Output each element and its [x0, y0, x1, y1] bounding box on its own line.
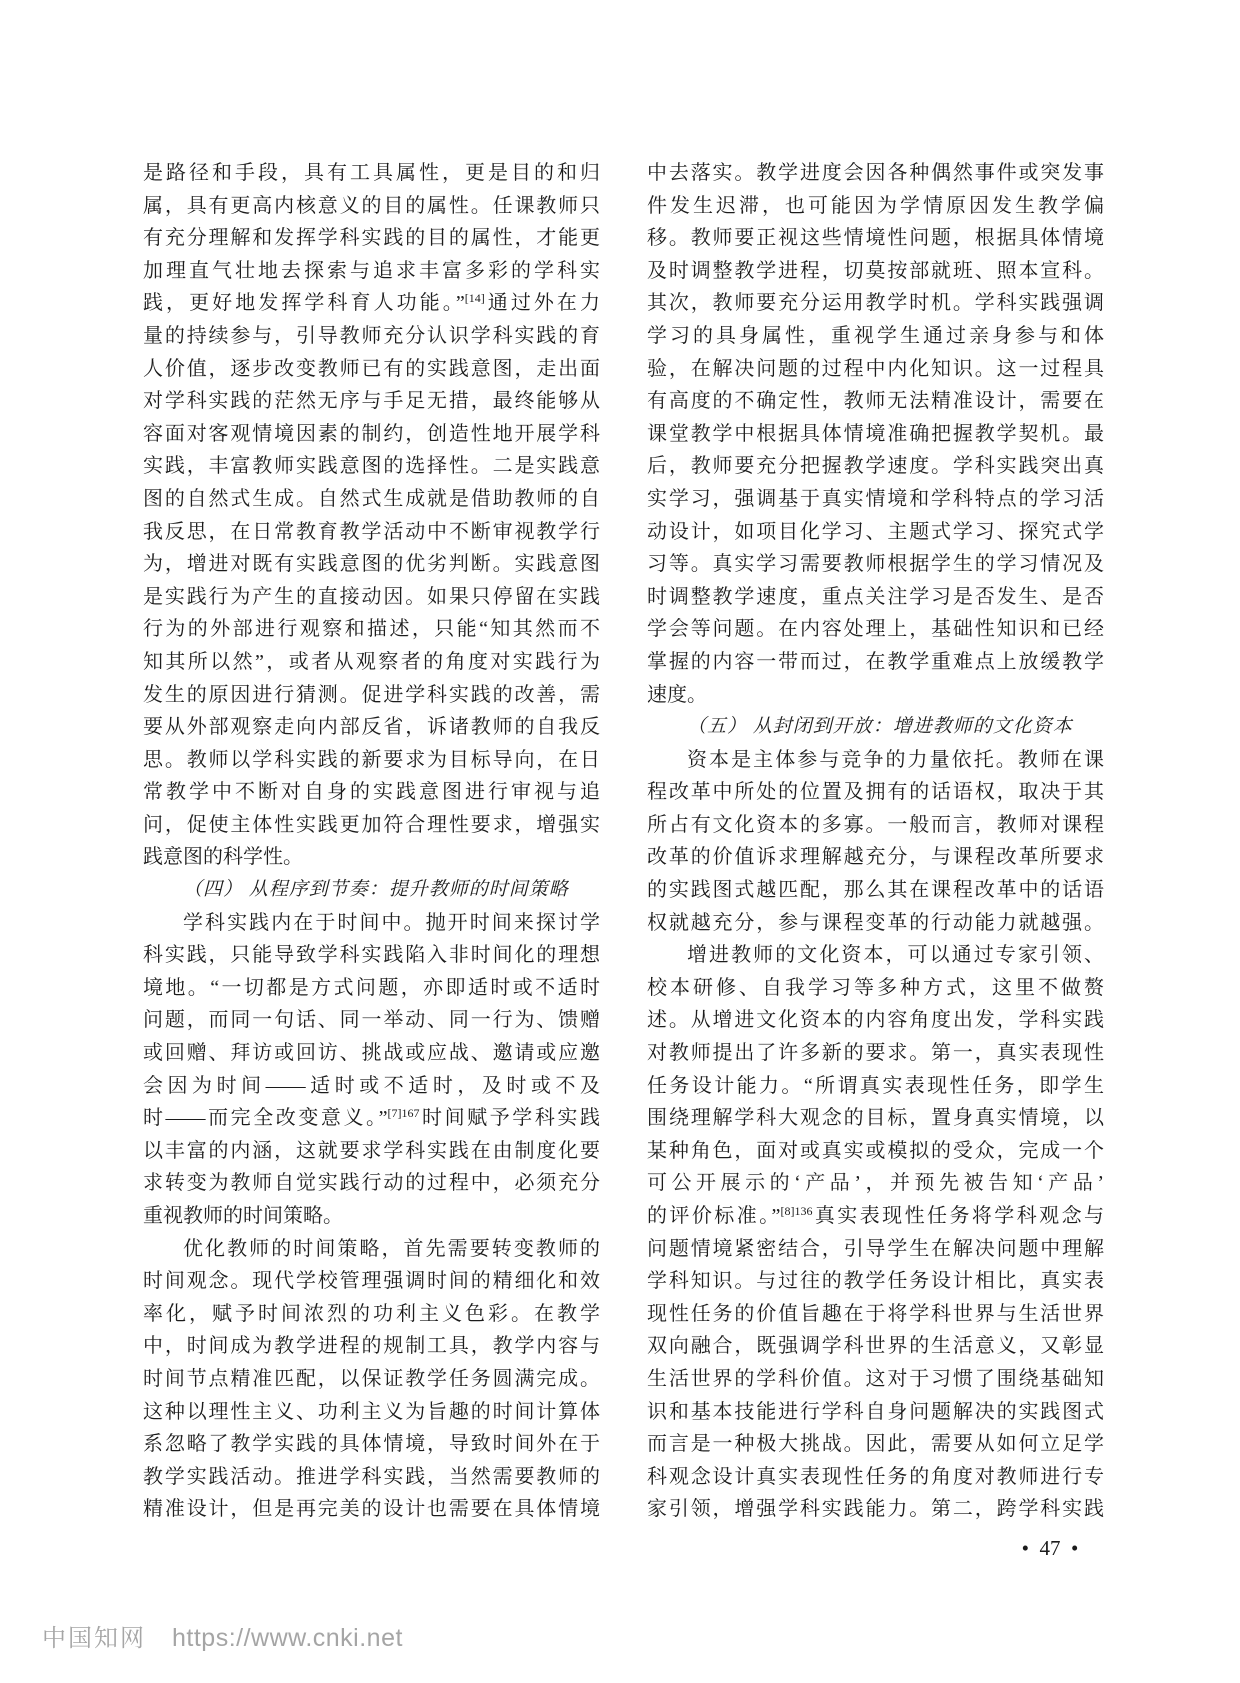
text-line: 会因为时间——适时或不适时，及时或不及 [143, 1074, 600, 1097]
text-line: 加理直气壮地去探索与追求丰富多彩的学科实 [143, 259, 600, 282]
text-column-left [143, 157, 600, 1526]
text-line: 学习的具身属性，重视学生通过亲身参与和体 [647, 324, 1104, 347]
text-line: 属，具有更高内核意义的目的属性。任课教师只 [143, 194, 600, 217]
text-line: 优化教师的时间策略，首先需要转变教师的 [183, 1237, 600, 1260]
text-line: 精准设计，但是再完美的设计也需要在具体情境 [143, 1498, 600, 1521]
text-line: 容面对客观情境因素的制约，创造性地开展学科 [143, 422, 600, 445]
text-line: 思。教师以学科实践的新要求为目标导向，在日 [143, 748, 600, 771]
text-line: 实学习，强调基于真实情境和学科特点的学习活 [647, 487, 1104, 510]
text-line: 教学实践活动。推进学科实践，当然需要教师的 [143, 1465, 600, 1488]
text-line: 求转变为教师自觉实践行动的过程中，必须充分 [143, 1172, 600, 1195]
cnki-logo-text: 中国知网 [42, 1625, 146, 1652]
text-line: 或回赠、拜访或回访、挑战或应战、邀请或应邀 [143, 1042, 600, 1065]
text-line: 科观念设计真实表现性任务的角度对教师进行专 [647, 1465, 1104, 1488]
text-line: 速度。 [647, 683, 707, 706]
text-line: 知其所以然”，或者从观察者的角度对实践行为 [143, 650, 600, 673]
text-line: 发生的原因进行猜测。促进学科实践的改善，需 [143, 683, 600, 706]
text-line: 移。教师要正视这些情境性问题，根据具体情境 [647, 227, 1104, 250]
text-line: 改革的价值诉求理解越充分，与课程改革所要求 [647, 846, 1104, 869]
citation-superscript: [8]136 [780, 1204, 813, 1218]
text-line: 以丰富的内涵，这就要求学科实践在由制度化要 [143, 1139, 600, 1162]
cnki-watermark [42, 1618, 403, 1653]
text-line: 学科知识。与过往的教学任务设计相比，真实表 [647, 1270, 1104, 1293]
text-line: 境地。“一切都是方式问题，亦即适时或不适时 [143, 976, 600, 999]
page-number: • 47 • [1021, 1536, 1079, 1560]
text-line: 述。从增进文化资本的内容角度出发，学科实践 [647, 1009, 1104, 1032]
text-line: 对学科实践的茫然无序与手足无措，最终能够从 [143, 390, 600, 413]
text-line: 权就越充分，参与课程变革的行动能力就越强。 [647, 911, 1104, 934]
text-line: 践，更好地发挥学科育人功能。”[14]通过外在力 [143, 291, 600, 315]
text-line: 家引领，增强学科实践能力。第二，跨学科实践 [647, 1498, 1104, 1521]
text-line: 任务设计能力。“所谓真实表现性任务，即学生 [647, 1074, 1104, 1097]
text-line: 问，促使主体性实践更加符合理性要求，增强实 [143, 813, 600, 836]
text-line: 我反思，在日常教育教学活动中不断审视教学行 [143, 520, 600, 543]
text-line: 增进教师的文化资本，可以通过专家引领、 [687, 944, 1104, 967]
text-line: 中去落实。教学进度会因各种偶然事件或突发事 [647, 162, 1104, 184]
text-line: 校本研修、自我学习等多种方式，这里不做赘 [647, 976, 1104, 999]
text-line: 学科实践内在于时间中。抛开时间来探讨学 [183, 911, 600, 934]
text-line: 要从外部观察走向内部反省，诉诸教师的自我反 [143, 716, 600, 739]
text-line: 验，在解决问题的过程中内化知识。这一过程具 [647, 357, 1104, 380]
text-line: 为，增进对既有实践意图的优劣判断。实践意图 [143, 553, 600, 576]
text-line: 围绕理解学科大观念的目标，置身真实情境，以 [647, 1107, 1104, 1130]
text-line: 实践，丰富教师实践意图的选择性。二是实践意 [143, 455, 600, 478]
text-line: 科实践，只能导致学科实践陷入非时间化的理想 [143, 944, 600, 967]
text-line: 而言是一种极大挑战。因此，需要从如何立足学 [647, 1433, 1104, 1456]
text-line: 现性任务的价值旨趣在于将学科世界与生活世界 [647, 1302, 1104, 1325]
text-line: 学会等问题。在内容处理上，基础性知识和已经 [647, 618, 1104, 641]
text-line: 某种角色，面对或真实或模拟的受众，完成一个 [647, 1139, 1104, 1162]
section-heading: （五） 从封闭到开放：增进教师的文化资本 [687, 716, 1073, 738]
text-line: 时间节点精准匹配，以保证教学任务圆满完成。 [143, 1367, 600, 1390]
text-line: 其次，教师要充分运用教学时机。学科实践强调 [647, 292, 1104, 315]
text-line: 程改革中所处的位置及拥有的话语权，取决于其 [647, 781, 1104, 804]
text-line: 件发生迟滞，也可能因为学情原因发生教学偏 [647, 194, 1104, 217]
text-line: 图的自然式生成。自然式生成就是借助教师的自 [143, 487, 600, 510]
text-line: 人价值，逐步改变教师已有的实践意图，走出面 [143, 357, 600, 380]
text-line: 问题，而同一句话、同一举动、同一行为、馈赠 [143, 1009, 600, 1032]
text-line: 系忽略了教学实践的具体情境，导致时间外在于 [143, 1433, 600, 1456]
text-line: 这种以理性主义、功利主义为旨趣的时间计算体 [143, 1400, 600, 1423]
text-line: 时间观念。现代学校管理强调时间的精细化和效 [143, 1270, 600, 1293]
text-line: 双向融合，既强调学科世界的生活意义，又彰显 [647, 1335, 1104, 1358]
article-body [143, 157, 1104, 1526]
text-line: 及时调整教学进程，切莫按部就班、照本宣科。 [647, 259, 1104, 282]
text-line: 生活世界的学科价值。这对于习惯了围绕基础知 [647, 1367, 1104, 1390]
text-line: 对教师提出了许多新的要求。第一，真实表现性 [647, 1042, 1104, 1065]
text-line: 问题情境紧密结合，引导学生在解决问题中理解 [647, 1237, 1104, 1260]
section-heading: （四） 从程序到节奏：提升教师的时间策略 [183, 879, 569, 901]
text-line: 的评价标准。”$^{[8]136}$真实表现性任务将学科观念与 [647, 1204, 1105, 1227]
text-line: 重视教师的时间策略。 [143, 1205, 343, 1227]
text-line: 时——而完全改变意义。”$^{[7]167}$时间赋予学科实践 [143, 1106, 600, 1130]
text-line: 掌握的内容一带而过，在教学重难点上放缓教学 [647, 650, 1104, 673]
citation-superscript: [14] [464, 291, 485, 306]
text-line: 中，时间成为教学进程的规制工具，教学内容与 [143, 1335, 600, 1358]
text-line: 有高度的不确定性，教师无法精准设计，需要在 [647, 390, 1104, 413]
text-line: 是路径和手段，具有工具属性，更是目的和归 [143, 162, 600, 184]
text-line: 后，教师要充分把握教学速度。学科实践突出真 [647, 455, 1104, 478]
text-line: 的实践图式越匹配，那么其在课程改革中的话语 [647, 879, 1104, 902]
text-line: 常教学中不断对自身的实践意图进行审视与追 [143, 781, 600, 804]
text-line: 动设计，如项目化学习、主题式学习、探究式学 [647, 520, 1104, 543]
text-line: 可公开展示的‘产品’，并预先被告知‘产品’ [647, 1172, 1104, 1195]
text-line: 量的持续参与，引导教师充分认识学科实践的育 [143, 324, 600, 347]
citation-superscript: [7]167 [387, 1106, 420, 1121]
text-column-right [647, 157, 1104, 1526]
text-line: 习等。真实学习需要教师根据学生的学习情况及 [647, 553, 1104, 576]
text-line: 率化，赋予时间浓烈的功利主义色彩。在教学 [143, 1302, 600, 1325]
text-line: 时调整教学速度，重点关注学习是否发生、是否 [647, 585, 1104, 608]
text-line: 是实践行为产生的直接动因。如果只停留在实践 [143, 585, 600, 608]
text-line: 所占有文化资本的多寡。一般而言，教师对课程 [647, 813, 1104, 836]
text-line: 行为的外部进行观察和描述，只能“知其然而不 [143, 618, 600, 641]
text-line: 资本是主体参与竞争的力量依托。教师在课 [687, 748, 1104, 771]
text-line: 有充分理解和发挥学科实践的目的属性，才能更 [143, 227, 600, 250]
text-line: 识和基本技能进行学科自身问题解决的实践图式 [647, 1400, 1104, 1423]
text-line: 课堂教学中根据具体情境准确把握教学契机。最 [647, 422, 1104, 445]
text-line: 践意图的科学性。 [143, 846, 303, 869]
cnki-url: https://www.cnki.net [172, 1624, 403, 1652]
